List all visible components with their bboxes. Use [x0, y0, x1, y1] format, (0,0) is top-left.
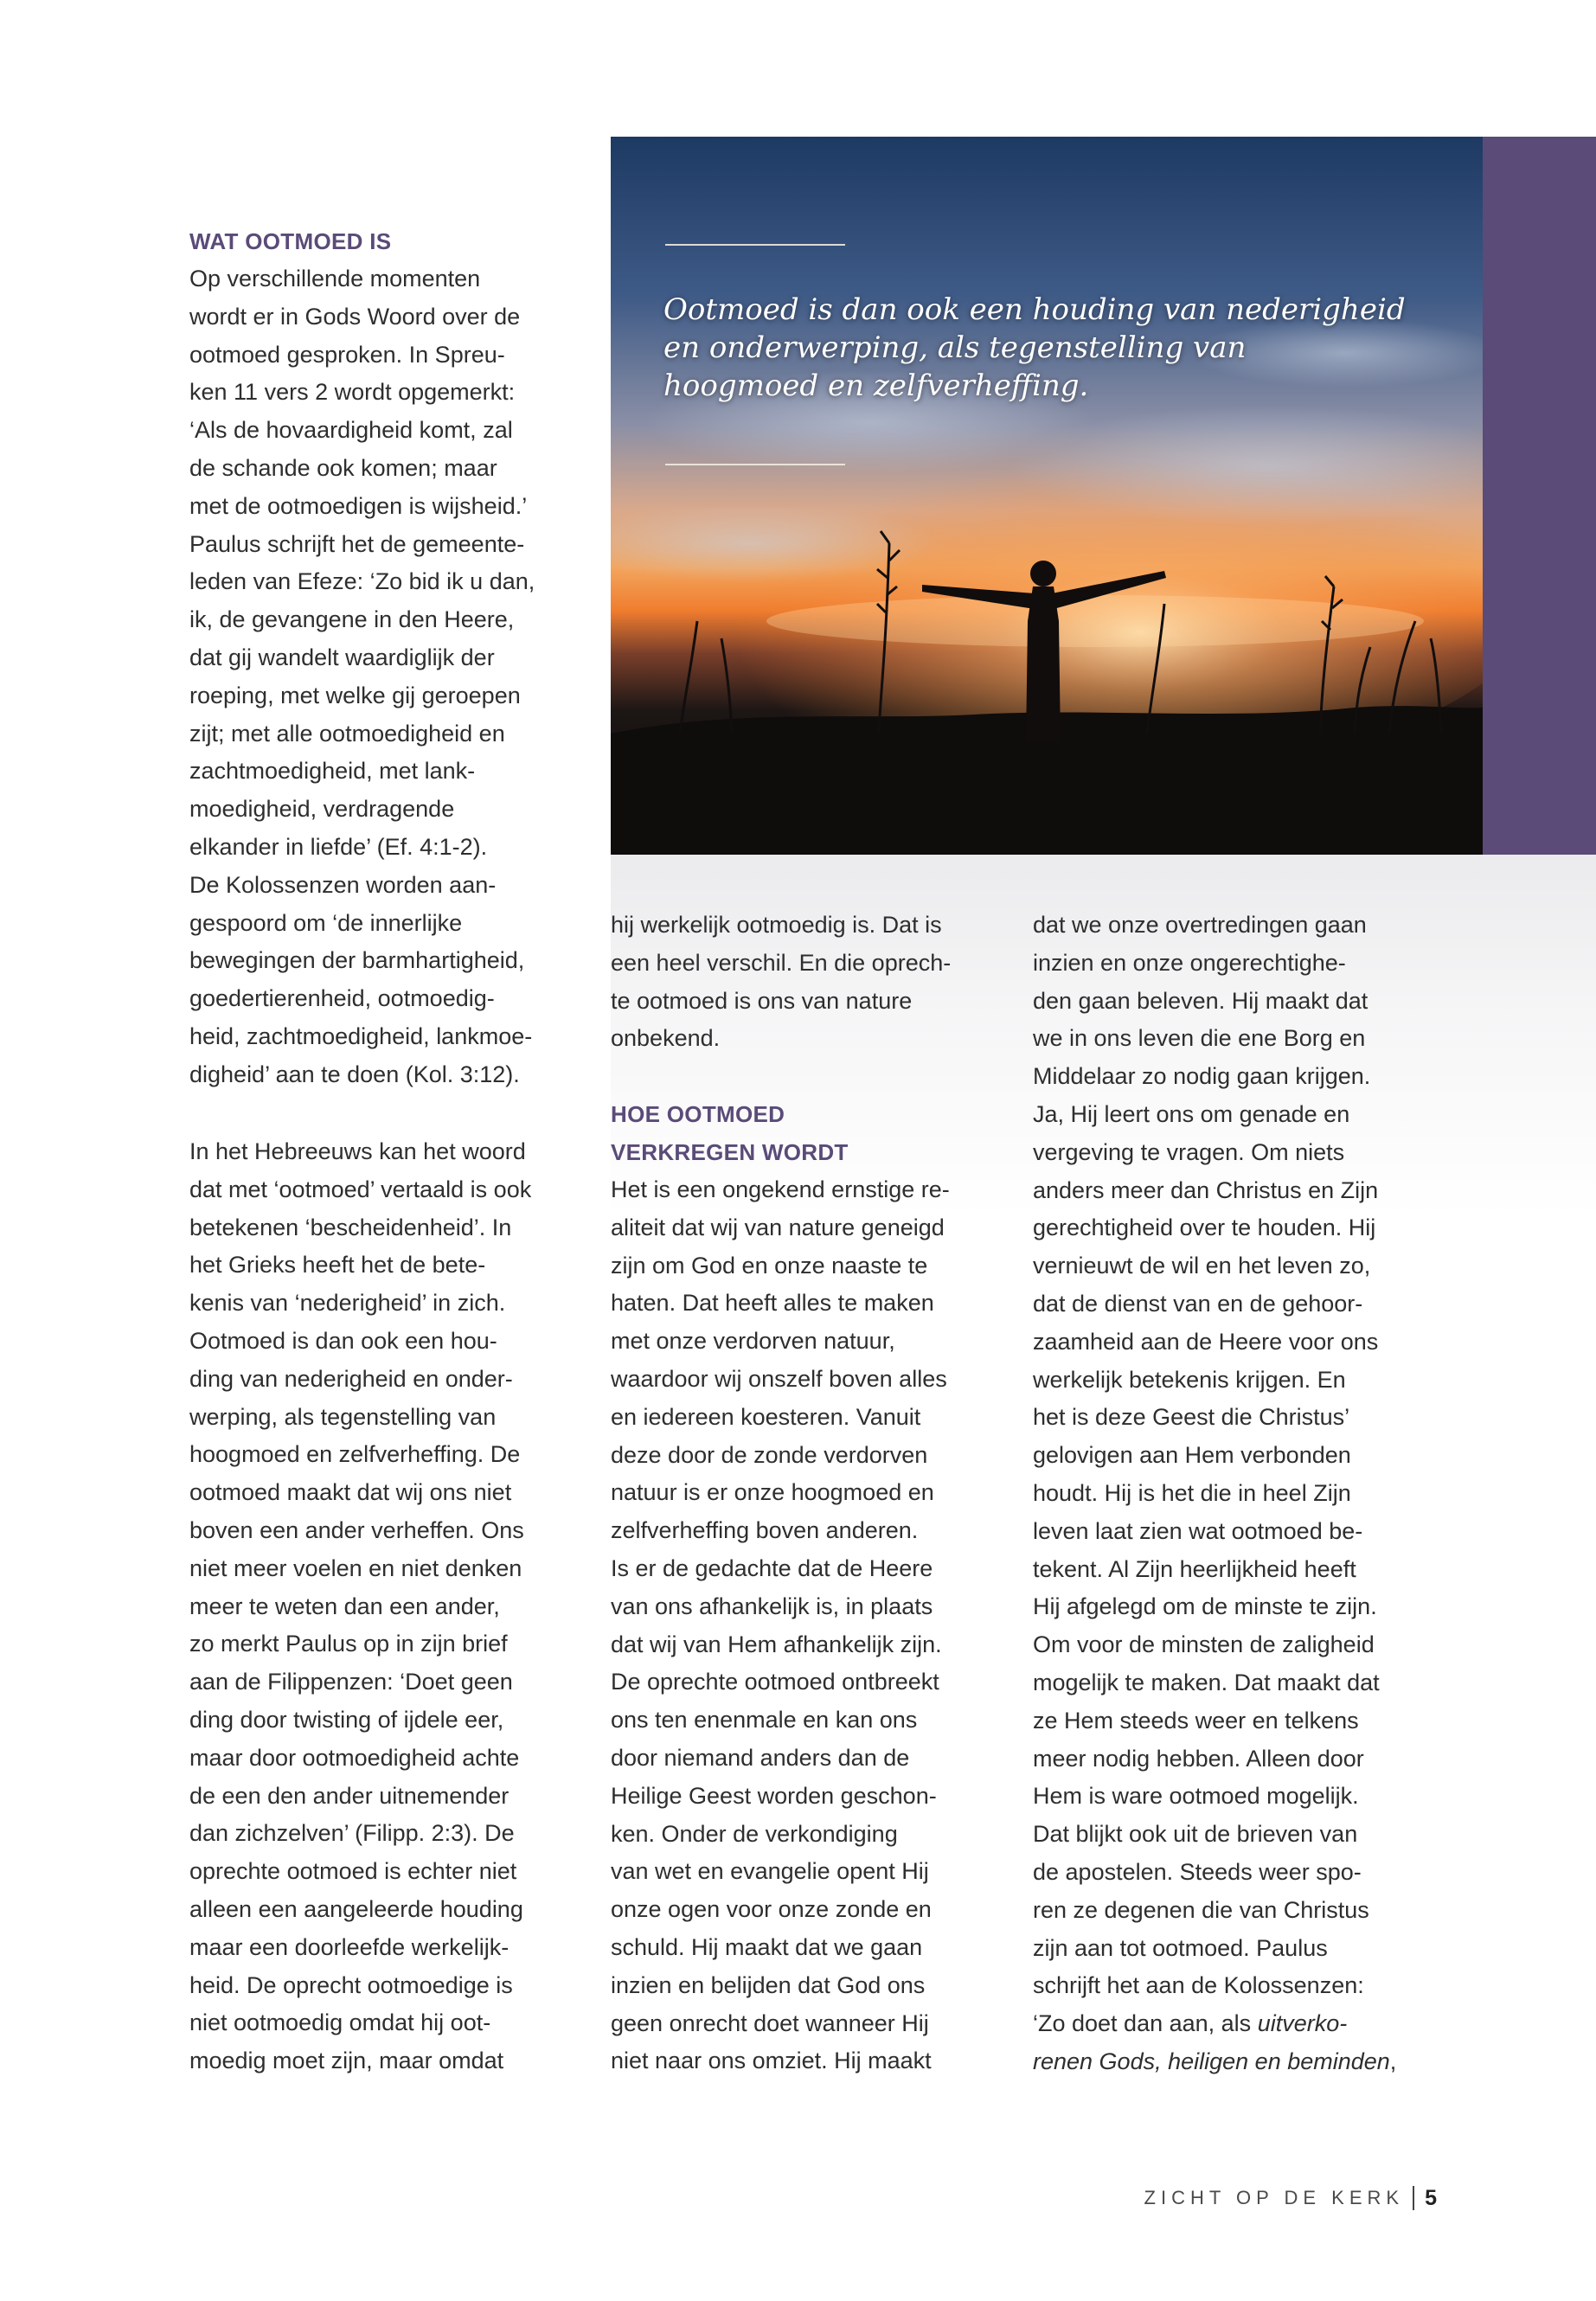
footer-separator: [1413, 2186, 1414, 2210]
quote-italic-final: renen Gods, heiligen en beminden: [1033, 2048, 1390, 2074]
section-heading-hoe-ootmoed-verkregen-wordt: HOE OOTMOED VERKREGEN WORDT: [611, 1101, 849, 1165]
column1-paragraph-1: Op verschillende momenten wordt er in Gods Woord over de ootmoed gesproken. In Spreu- ken 11 vers 2 wordt opgemerkt: ‘Als de hovaardigheid komt, zal de schande ook komen; maar met de ootmoedigen is wijsheid.’ Paulus schrijft het de gemeente- leden van Efeze: ‘Zo bid ik u dan, ik, de gevangene in den Heere, dat gij wandelt waardiglijk der roeping, met welke gij geroepen zijt; met alle ootmoedigheid en zachtmoedigheid, met lank- moedigheid, verdragende elkander in liefde’ (Ef. 4:1-2). De Kolossenzen worden aan- gespoord om ‘de innerlijke bewegingen der barmhartigheid, goedertierenheid, ootmoedig- heid, zachtmoedigheid, lankmoe- digheid’ aan te doen (Kol. 3:12).: [189, 266, 535, 1087]
column3-line-quote-start: [1033, 2005, 1439, 2043]
quote-comma: ,: [1389, 2048, 1397, 2074]
magazine-name: ZICHT OP DE KERK: [1144, 2187, 1405, 2208]
quote-top-rule: [665, 244, 845, 246]
quote-start-text: ‘Zo doet dan aan, als: [1033, 2010, 1258, 2036]
quote-italic-text: uitverko-: [1257, 2010, 1348, 2036]
page-number: 5: [1425, 2185, 1437, 2210]
pull-quote: Ootmoed is dan ook een houding van nederigheid en onderwerping, als tegenstelling van hoogmoed en zelfverheffing.: [663, 292, 1406, 403]
column2-intro-paragraph: hij werkelijk ootmoedig is. Dat is een heel verschil. En die oprech- te ootmoed is ons van nature onbekend.: [611, 912, 952, 1052]
page-footer: [1144, 2182, 1437, 2214]
column1-paragraph-2: In het Hebreeuws kan het woord dat met ‘ootmoed’ vertaald is ook betekenen ‘bescheidenheid’. In het Grieks heeft het de bete- kenis van ‘nederigheid’ in zich. Ootmoed is dan ook een hou- ding van nederigheid en onder- werping, als tegenstelling van hoogmoed en zelfverheffing. De ootmoed maakt dat wij ons niet boven een ander verheffen. Ons niet meer voelen en niet denken meer te weten dan een ander, zo merkt Paulus op in zijn brief aan de Filippenzen: ‘Doet geen ding door twisting of ijdele eer, maar door ootmoedigheid achte de een den ander uitnemender dan zichzelven’ (Filipp. 2:3). De oprechte ootmoed is echter niet alleen een aangeleerde houding maar een doorleefde werkelijk- heid. De oprecht ootmoedige is niet ootmoedig omdat hij oot- moedig moet zijn, maar omdat: [189, 1138, 532, 2074]
purple-side-bar: [1483, 137, 1596, 855]
column2-paragraph: Het is een ongekend ernstige re- aliteit dat wij van nature geneigd zijn om God en onze naaste te haten. Dat heeft alles te maken met onze verdorven natuur, waardoor wij onszelf boven alles en iedereen koesteren. Vanuit deze door de zonde verdorven natuur is er onze hoogmoed en zelfverheffing boven anderen. Is er de gedachte dat de Heere van ons afhankelijk is, in plaats dat wij van Hem afhankelijk zijn. De oprechte ootmoed ontbreekt ons ten enenmale en kan ons door niemand anders dan de Heilige Geest worden geschon- ken. Onder de verkondiging van wet en evangelie opent Hij onze ogen voor onze zonde en schuld. Hij maakt dat we gaan inzien en belijden dat God ons geen onrecht doet wanneer Hij niet naar ons omziet. Hij maakt: [611, 1176, 950, 2074]
column3-paragraph: dat we onze overtredingen gaan inzien en onze ongerechtighe- den gaan beleven. Hij maakt dat we in ons leven die ene Borg en Middelaar zo nodig gaan krijgen. Ja, Hij leert ons om genade en vergeving te vragen. Om niets anders meer dan Christus en Zijn gerechtigheid over te houden. Hij vernieuwt de wil en het leven zo, dat de dienst van en de gehoor- zaamheid aan de Heere voor ons werkelijk betekenis krijgen. En het is deze Geest die Christus’ gelovigen aan Hem verbonden houdt. Hij is het die in heel Zijn leven laat zien wat ootmoed be- tekent. Al Zijn heerlijkheid heeft Hij afgelegd om de minste te zijn. Om voor de minsten de zaligheid mogelijk te maken. Dat maakt dat ze Hem steeds weer en telkens meer nodig hebben. Alleen door Hem is ware ootmoed mogelijk. Dat blijkt ook uit de brieven van de apostelen. Steeds weer spo- ren ze degenen die van Christus zijn aan tot ootmoed. Paulus schrijft het aan de Kolossenzen:: [1033, 912, 1380, 1999]
column3-line-quote-end: [1033, 2043, 1439, 2081]
section-heading-wat-ootmoed-is: WAT OOTMOED IS: [189, 228, 392, 254]
quote-bottom-rule: [665, 464, 845, 465]
